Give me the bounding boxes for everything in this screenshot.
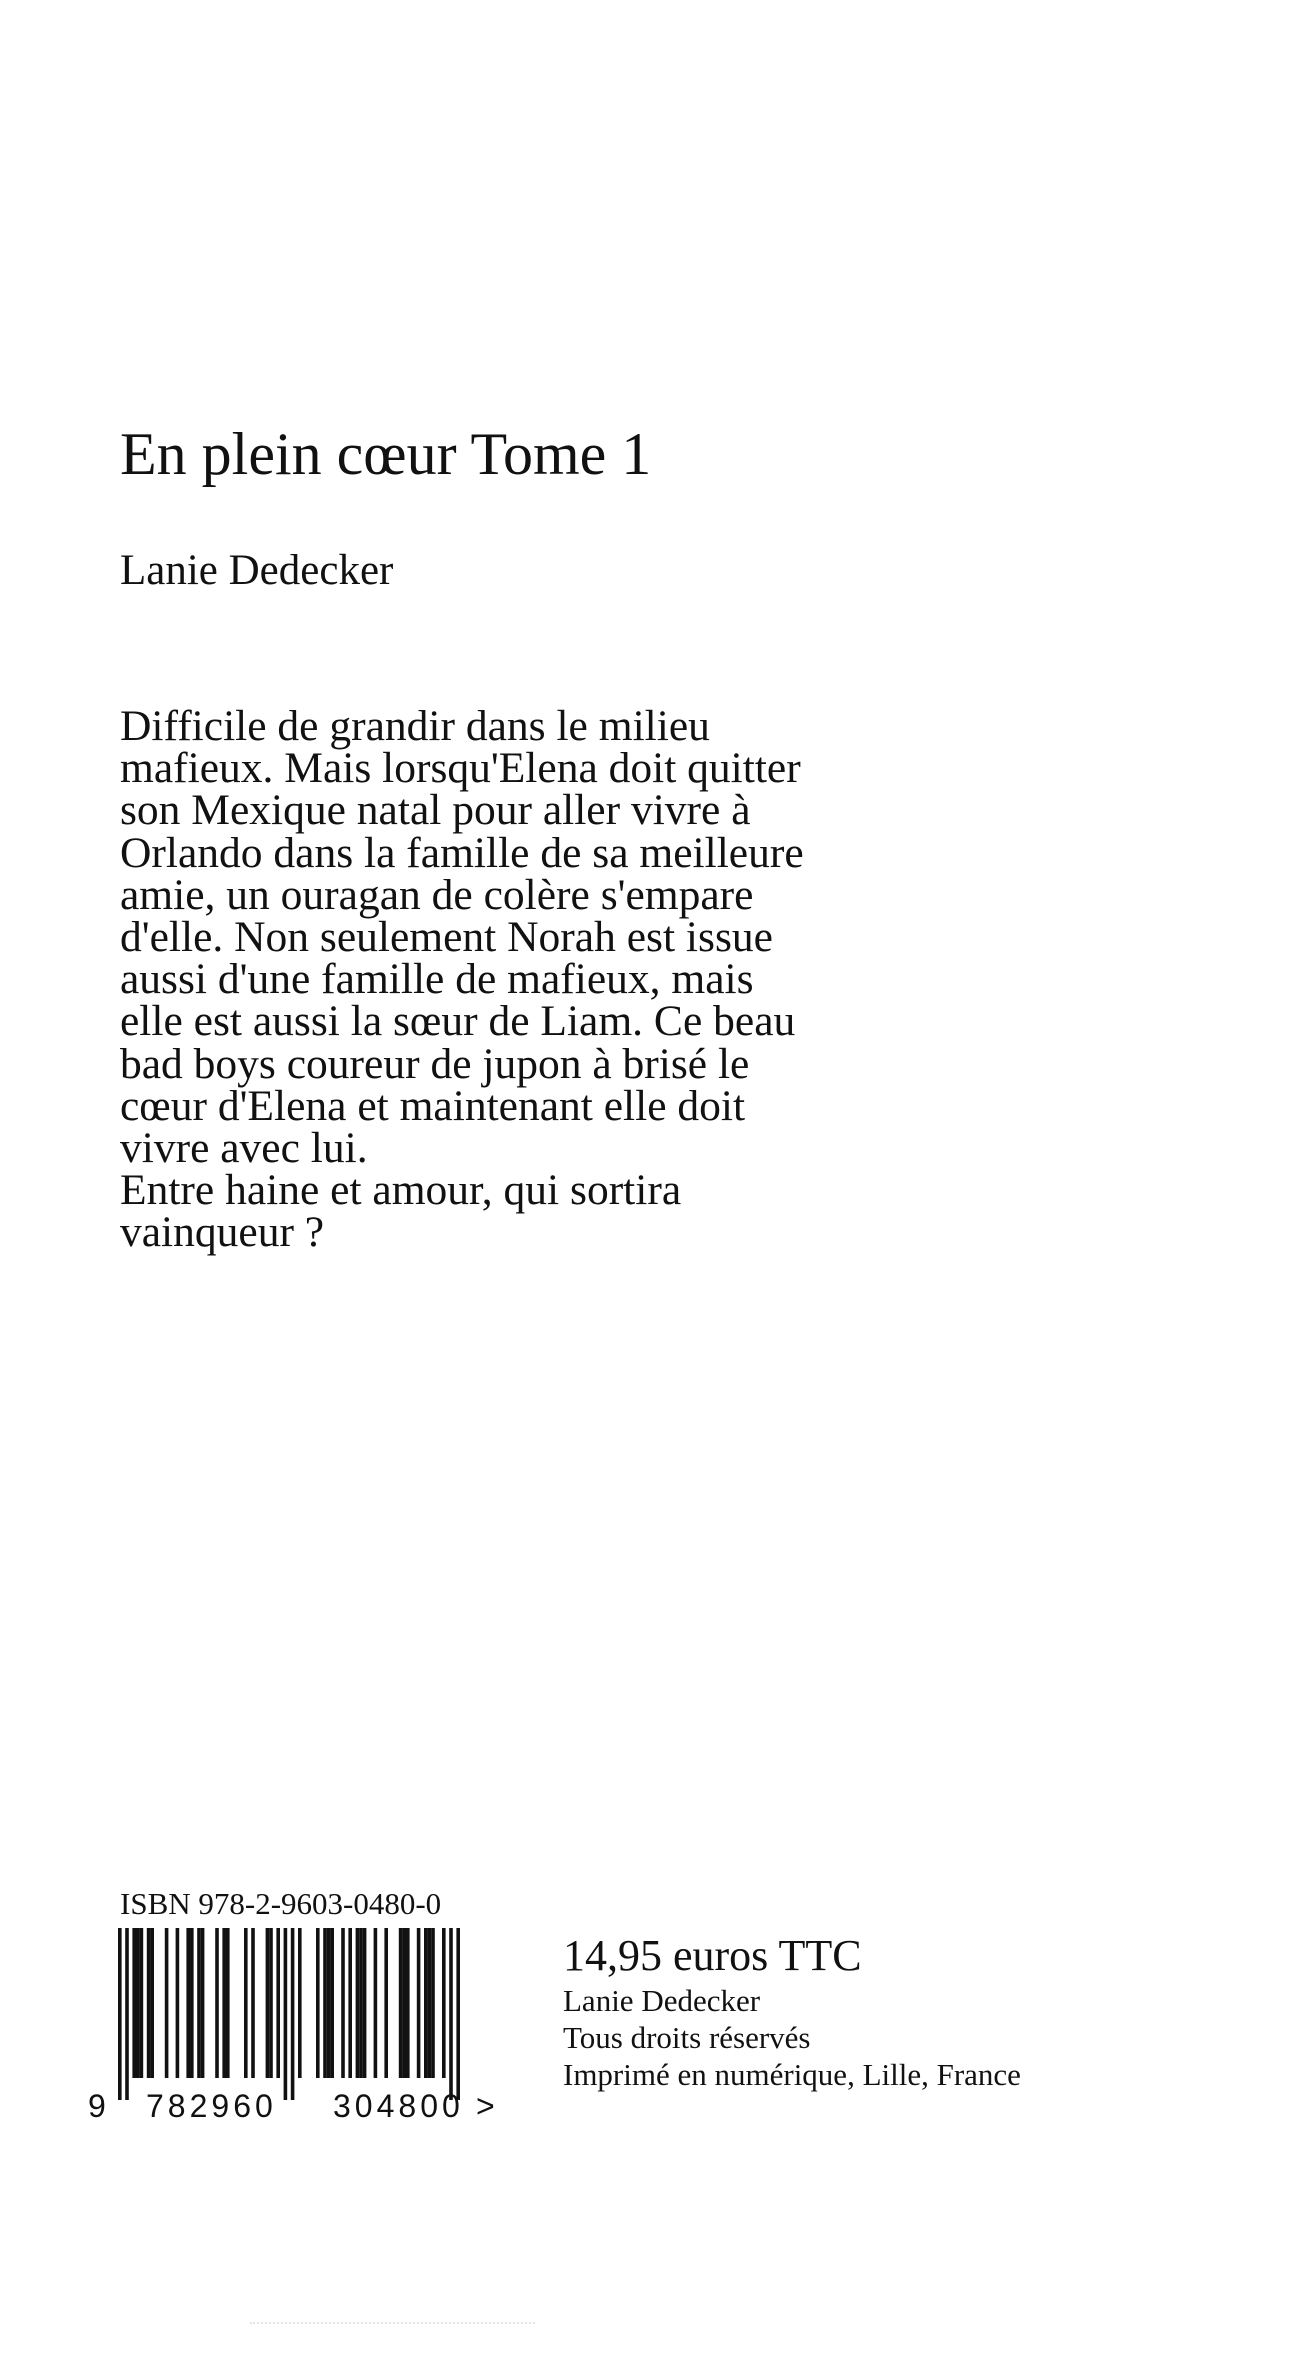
publisher-name: Lanie Dedecker [563, 1983, 761, 2018]
blurb-line: elle est aussi la sœur de Liam. Ce beau [120, 997, 796, 1046]
blurb-line: Difficile de grandir dans le milieu [120, 702, 710, 750]
blurb-line: vainqueur ? [120, 1208, 325, 1257]
barcode-guard-bar [118, 1928, 122, 2100]
barcode-digit-first: 9 [88, 2088, 106, 2123]
barcode-bar [176, 1928, 180, 2078]
barcode-bar [356, 1928, 360, 2078]
barcode-bar [251, 1928, 255, 2078]
barcode-bar [384, 1928, 388, 2078]
barcode-guard-bar [449, 1928, 453, 2100]
blurb-line: d'elle. Non seulement Norah est issue [120, 913, 773, 962]
barcode-bar [323, 1928, 327, 2078]
blurb-line: Entre haine et amour, qui sortira [120, 1166, 682, 1215]
book-title: En plein cœur Tome 1 [120, 421, 652, 487]
barcode-bar [424, 1928, 428, 2078]
blurb-line: vivre avec lui. [120, 1124, 368, 1173]
blurb-line: aussi d'une famille de mafieux, mais [120, 955, 754, 1004]
barcode-bar [150, 1928, 154, 2078]
barcode-bar [190, 1928, 194, 2078]
blurb-line: cœur d'Elena et maintenant elle doit [120, 1081, 746, 1130]
publisher-info [563, 1930, 1021, 2093]
barcode-bar [428, 1928, 432, 2078]
barcode-bar [201, 1928, 205, 2078]
back-cover-blurb [120, 702, 1000, 1257]
barcode-guard-bar [291, 1928, 295, 2100]
barcode-bar [276, 1928, 280, 2078]
barcode-bar [363, 1928, 367, 2078]
barcode-bar [348, 1928, 352, 2078]
barcode-bar [374, 1928, 378, 2078]
barcode-bar [359, 1928, 363, 2078]
barcode-bar [431, 1928, 435, 2078]
blurb-line: son Mexique natal pour aller vivre à [120, 786, 751, 835]
barcode-bar [165, 1928, 169, 2078]
barcode-bar [132, 1928, 136, 2078]
barcode-bar [330, 1928, 334, 2078]
barcode-bar [136, 1928, 140, 2078]
barcode-bar [417, 1928, 421, 2078]
barcode-bars [118, 1928, 460, 2100]
barcode-digits-left: 782960 [146, 2088, 277, 2123]
barcode-bar [186, 1928, 190, 2078]
barcode-guard-bar [456, 1928, 460, 2100]
barcode-bar [402, 1928, 406, 2078]
blurb-line: bad boys coureur de jupon à brisé le [120, 1039, 750, 1088]
barcode-bar [215, 1928, 219, 2078]
blurb-line: mafieux. Mais lorsqu'Elena doit quitter [120, 744, 801, 793]
barcode-digits-right: 304800 [333, 2088, 464, 2123]
isbn-barcode [80, 1928, 500, 2123]
printing-info: Imprimé en numérique, Lille, France [563, 2057, 1021, 2092]
barcode-bar [244, 1928, 248, 2078]
barcode-bar [406, 1928, 410, 2078]
isbn-label: ISBN 978-2-9603-0480-0 [120, 1886, 442, 1921]
barcode-bar [399, 1928, 403, 2078]
barcode-guard-bar [125, 1928, 129, 2100]
barcode-bar [341, 1928, 345, 2078]
barcode-bar [269, 1928, 273, 2078]
barcode-bar [140, 1928, 144, 2078]
barcode-bar [327, 1928, 331, 2078]
barcode-bar [147, 1928, 151, 2078]
barcode-bar [316, 1928, 320, 2078]
barcode-bar [222, 1928, 226, 2078]
price: 14,95 euros TTC [563, 1931, 862, 1980]
barcode-bar [197, 1928, 201, 2078]
blurb-line: Orlando dans la famille de sa meilleure [120, 828, 804, 877]
blurb-line: amie, un ouragan de colère s'empare [120, 870, 754, 919]
barcode-end-mark: > [476, 2088, 495, 2123]
rights-notice: Tous droits réservés [563, 2020, 811, 2055]
barcode-bar [298, 1928, 302, 2078]
book-author: Lanie Dedecker [120, 547, 394, 594]
barcode-guard-bar [284, 1928, 288, 2100]
barcode-bar [266, 1928, 270, 2078]
barcode-bar [226, 1928, 230, 2078]
faint-footer-mark [250, 2322, 535, 2327]
barcode-bar [442, 1928, 446, 2078]
